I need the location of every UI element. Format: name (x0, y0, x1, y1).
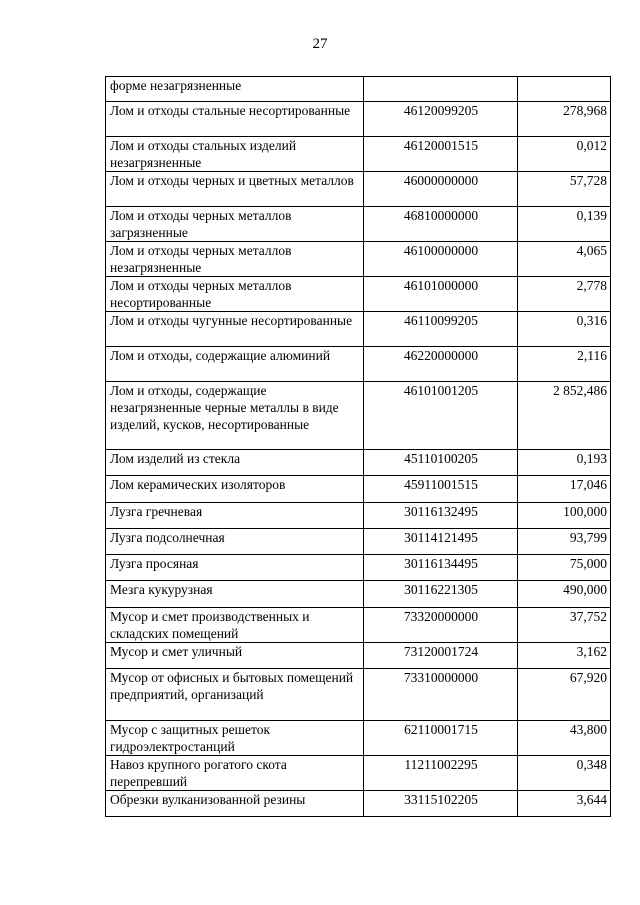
waste-name-cell: Лом изделий из стекла (106, 450, 364, 476)
waste-amount-cell: 17,046 (518, 476, 611, 503)
waste-amount-cell: 0,139 (518, 207, 611, 242)
table-row (106, 277, 611, 312)
waste-name-cell: Лузга подсолнечная (106, 529, 364, 555)
waste-name-cell: Мусор с защитных решеток гидроэлектростанций (106, 721, 364, 756)
table-row (106, 137, 611, 172)
waste-name-cell: Лом и отходы стальных изделий незагрязненные (106, 137, 364, 172)
table-row (106, 382, 611, 450)
waste-name-cell: Мусор от офисных и бытовых помещений предприятий, организаций (106, 669, 364, 721)
waste-name-cell: Лузга гречневая (106, 503, 364, 529)
table-row (106, 347, 611, 382)
waste-code-cell: 33115102205 (364, 791, 518, 817)
waste-code-cell: 46000000000 (364, 172, 518, 207)
waste-name-cell: Лом и отходы стальные несортированные (106, 102, 364, 137)
waste-code-cell: 73120001724 (364, 643, 518, 669)
waste-amount-cell: 0,193 (518, 450, 611, 476)
waste-name-cell: Лом и отходы черных металлов незагрязненные (106, 242, 364, 277)
page-number: 27 (312, 36, 328, 52)
waste-amount-cell: 0,316 (518, 312, 611, 347)
waste-code-cell: 46120099205 (364, 102, 518, 137)
waste-code-cell: 73320000000 (364, 608, 518, 643)
waste-name-cell: Лом и отходы черных и цветных металлов (106, 172, 364, 207)
waste-name-cell: Мусор и смет уличный (106, 643, 364, 669)
waste-name-cell: Мусор и смет производственных и складских помещений (106, 608, 364, 643)
table-row (106, 77, 611, 102)
waste-amount-cell: 4,065 (518, 242, 611, 277)
waste-amount-cell: 57,728 (518, 172, 611, 207)
waste-code-cell: 45110100205 (364, 450, 518, 476)
waste-amount-cell: 37,752 (518, 608, 611, 643)
table-row (106, 529, 611, 555)
table-row (106, 643, 611, 669)
waste-name-cell: Лом и отходы, содержащие незагрязненные черные металлы в виде изделий, кусков, несортированные (106, 382, 364, 450)
waste-amount-cell: 0,348 (518, 756, 611, 791)
table-row (106, 503, 611, 529)
waste-amount-cell: 67,920 (518, 669, 611, 721)
waste-code-cell: 11211002295 (364, 756, 518, 791)
waste-amount-cell: 490,000 (518, 581, 611, 608)
waste-code-cell: 46810000000 (364, 207, 518, 242)
waste-amount-cell: 278,968 (518, 102, 611, 137)
table-row (106, 791, 611, 817)
waste-name-cell: Лом и отходы, содержащие алюминий (106, 347, 364, 382)
waste-code-cell: 30114121495 (364, 529, 518, 555)
waste-code-cell: 30116134495 (364, 555, 518, 581)
waste-name-cell: Лом керамических изоляторов (106, 476, 364, 503)
table-row (106, 242, 611, 277)
waste-amount-cell (518, 77, 611, 102)
waste-code-cell: 46101001205 (364, 382, 518, 450)
table-row (106, 476, 611, 503)
waste-name-cell: Лом и отходы черных металлов загрязненные (106, 207, 364, 242)
table-row (106, 581, 611, 608)
waste-code-cell: 30116221305 (364, 581, 518, 608)
waste-code-cell (364, 77, 518, 102)
waste-code-cell: 46100000000 (364, 242, 518, 277)
table-row (106, 756, 611, 791)
table-row (106, 312, 611, 347)
table-row (106, 172, 611, 207)
waste-amount-cell: 0,012 (518, 137, 611, 172)
waste-amount-cell: 3,162 (518, 643, 611, 669)
waste-amount-cell: 2,778 (518, 277, 611, 312)
waste-name-cell: Лузга просяная (106, 555, 364, 581)
table-row (106, 555, 611, 581)
waste-code-cell: 46120001515 (364, 137, 518, 172)
waste-amount-cell: 3,644 (518, 791, 611, 817)
waste-code-cell: 62110001715 (364, 721, 518, 756)
waste-code-cell: 46220000000 (364, 347, 518, 382)
table-row (106, 721, 611, 756)
waste-amount-cell: 75,000 (518, 555, 611, 581)
waste-amount-cell: 2 852,486 (518, 382, 611, 450)
waste-code-cell: 45911001515 (364, 476, 518, 503)
table-row (106, 608, 611, 643)
waste-amount-cell: 100,000 (518, 503, 611, 529)
waste-name-cell: Лом и отходы черных металлов несортированные (106, 277, 364, 312)
waste-name-cell: форме незагрязненные (106, 77, 364, 102)
waste-name-cell: Навоз крупного рогатого скота перепревший (106, 756, 364, 791)
table-row (106, 669, 611, 721)
table-row (106, 102, 611, 137)
waste-name-cell: Мезга кукурузная (106, 581, 364, 608)
waste-name-cell: Лом и отходы чугунные несортированные (106, 312, 364, 347)
waste-code-cell: 30116132495 (364, 503, 518, 529)
waste-amount-cell: 2,116 (518, 347, 611, 382)
waste-amount-cell: 43,800 (518, 721, 611, 756)
table-row (106, 450, 611, 476)
waste-code-cell: 46101000000 (364, 277, 518, 312)
table-row (106, 207, 611, 242)
waste-amount-cell: 93,799 (518, 529, 611, 555)
waste-table (105, 76, 611, 817)
waste-code-cell: 46110099205 (364, 312, 518, 347)
waste-name-cell: Обрезки вулканизованной резины (106, 791, 364, 817)
waste-code-cell: 73310000000 (364, 669, 518, 721)
